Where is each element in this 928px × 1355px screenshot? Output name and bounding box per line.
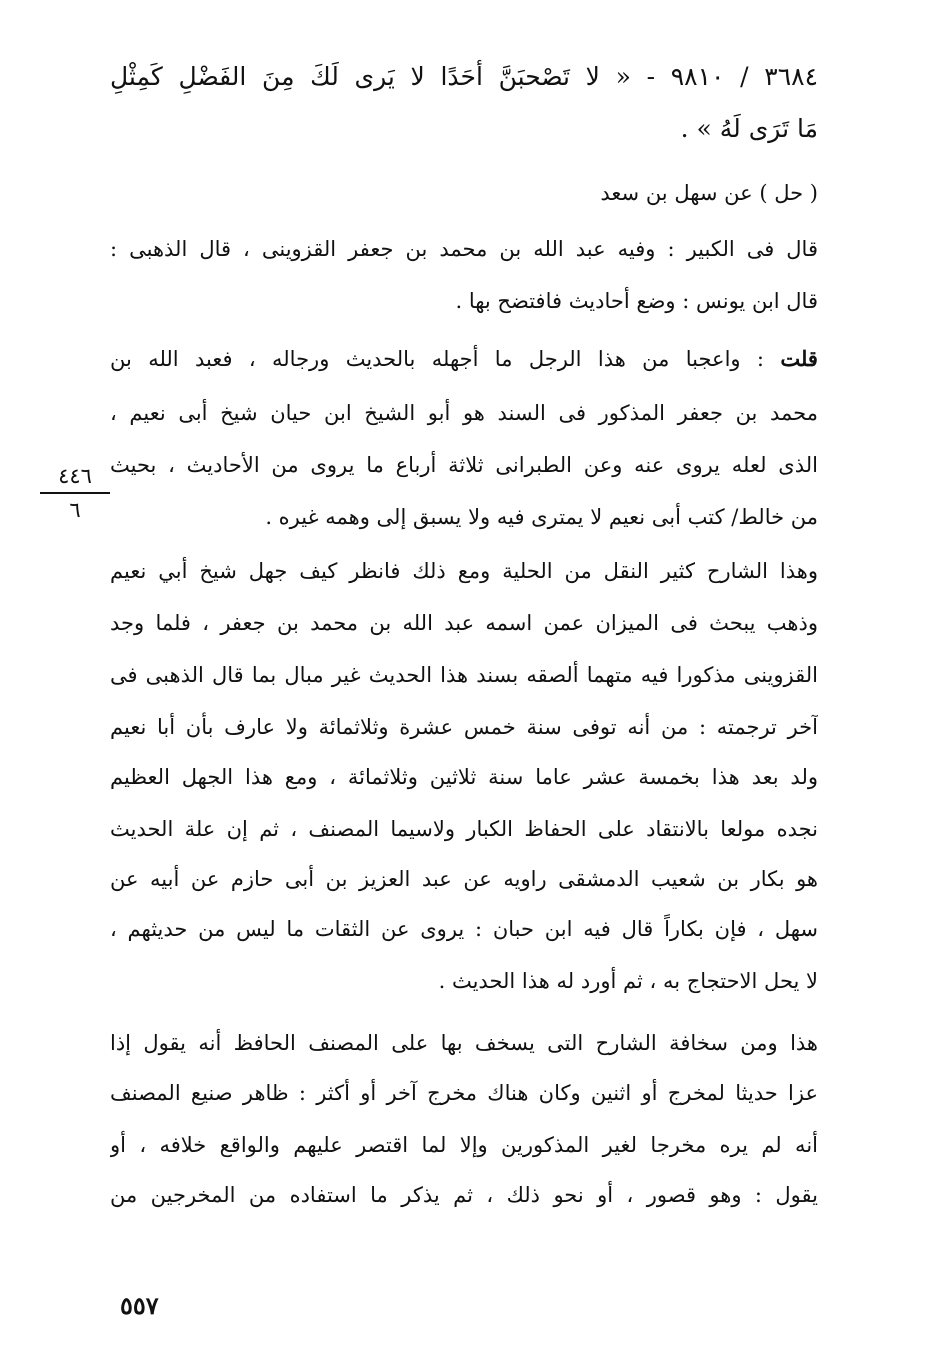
response-label: قلت [780, 346, 818, 371]
response-line-2: محمد بن جعفر المذكور فى السند هو أبو الشيخ ابن حيان شيخ أبى نعيم ، [110, 401, 818, 425]
commentary-line-1: قال فى الكبير : وفيه عبد الله بن محمد بن جعفر القزوينى ، قال الذهبى : [110, 237, 818, 261]
paragraph3-line-4: آخر ترجمته : من أنه توفى سنة خمس عشرة وثلاثمائة ولا عارف بأن أبا نعيم [110, 715, 818, 739]
paragraph3-line-6: نجده مولعا بالانتقاد على الحفاظ الكبار ولاسيما المصنف ، ثم إن علة الحديث [110, 817, 818, 841]
page-number: ٥٥٧ [120, 1291, 159, 1320]
commentary-line-2: قال ابن يونس : وضع أحاديث فافتضح بها . [455, 289, 818, 313]
response-line-4: من خالط/ كتب أبى نعيم لا يمترى فيه ولا يسبق إلى وهمه غيره . [265, 505, 818, 529]
response-line-3: الذى لعله يروى عنه وعن الطبرانى ثلاثة أرباع ما يروى من الأحاديث ، بحيث [110, 453, 818, 477]
paragraph4-line-4: يقول : وهو قصور ، أو نحو ذلك ، ثم يذكر ما استفاده من المخرجين من [110, 1183, 818, 1207]
margin-reference [40, 462, 110, 524]
margin-reference-divider [40, 492, 110, 494]
paragraph4-line-1: هذا ومن سخافة الشارح التى يسخف بها على المصنف الحافظ أنه يقول إذا [110, 1031, 818, 1055]
paragraph3-line-5: ولد بعد هذا بخمسة عشر عاما سنة ثلاثين وثلاثمائة ، ومع هذا الجهل العظيم [110, 765, 818, 789]
hadith-source: ( حل ) عن سهل بن سعد [600, 181, 818, 205]
paragraph3-line-1: وهذا الشارح كثير النقل من الحلية ومع ذلك فانظر كيف جهل شيخ أبي نعيم [110, 559, 818, 583]
paragraph3-line-8: سهل ، فإن بكاراً قال فيه ابن حبان : يروى عن الثقات ما ليس من حديثهم ، [110, 917, 818, 941]
hadith-line-1: ٣٦٨٤ / ٩٨١٠ - « لا تَصْحبَنَّ أحَدًا لا يَرى لَكَ مِنَ الفَضْلِ كَمِثْلِ [110, 62, 818, 91]
paragraph3-line-3: القزوينى مذكورا فيه متهما ألصقه بسند هذا الحديث غير مبال بما قال الذهبى فى [110, 663, 818, 687]
paragraph3-line-7: هو بكار بن شعيب الدمشقى راويه عن عبد العزيز بن أبى حازم عن أبيه عن [110, 867, 818, 891]
margin-reference-bottom: ٦ [69, 498, 81, 522]
paragraph3-line-9: لا يحل الاحتجاج به ، ثم أورد له هذا الحديث . [438, 969, 818, 993]
hadith-line-2: مَا تَرَى لَهُ » . [680, 114, 818, 143]
paragraph4-line-2: عزا حديثا لمخرج أو اثنين وكان هناك مخرج آخر أو أكثر : ظاهر صنيع المصنف [110, 1081, 818, 1105]
paragraph4-line-3: أنه لم يره مخرجا لغير المذكورين وإلا لما اقتصر عليهم والواقع خلافه ، أو [110, 1133, 818, 1157]
paragraph3-line-2: وذهب يبحث فى الميزان عمن اسمه عبد الله بن محمد بن جعفر ، فلما وجد [110, 611, 818, 635]
response-line-1 [110, 344, 818, 374]
margin-reference-top: ٤٤٦ [58, 464, 92, 488]
response-line-1-text: : واعجبا من هذا الرجل ما أجهله بالحديث ورجاله ، فعبد الله بن [110, 347, 764, 371]
